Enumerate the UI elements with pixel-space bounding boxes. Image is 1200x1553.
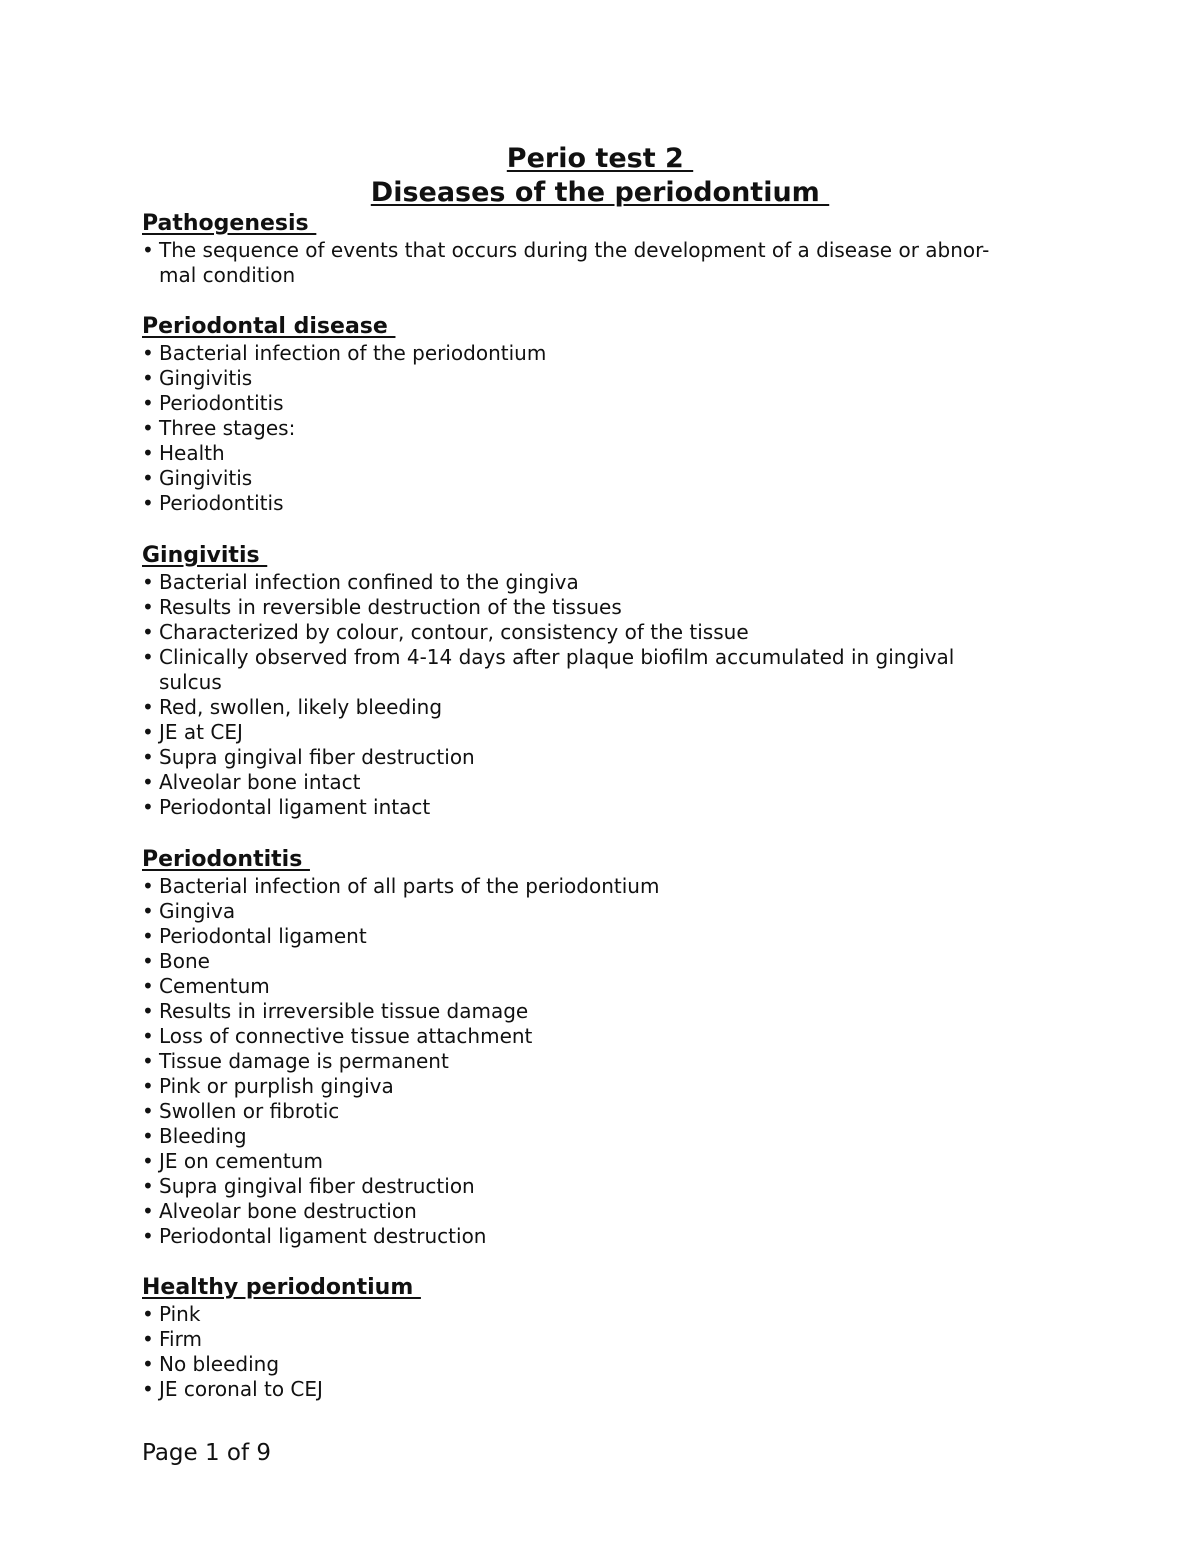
list-item-text: Periodontal ligament destruction <box>159 1224 487 1248</box>
list-item-text: Bleeding <box>159 1124 247 1148</box>
list-item <box>142 620 1082 645</box>
list-item-text: Periodontal ligament intact <box>159 795 431 819</box>
bullet-icon: • <box>142 238 154 262</box>
section-heading: Gingivitis <box>142 543 268 568</box>
list-item <box>142 874 1082 899</box>
list-item <box>142 795 1082 820</box>
list-item <box>142 745 1082 770</box>
bullet-icon: • <box>142 1352 154 1376</box>
list-item-text: Results in irreversible tissue damage <box>159 999 529 1023</box>
bullet-icon: • <box>142 466 154 490</box>
bullet-icon: • <box>142 1024 154 1048</box>
list-item <box>142 466 1082 491</box>
list-item-text: Bacterial infection confined to the gingiva <box>159 570 579 594</box>
bullet-list <box>142 874 1082 1249</box>
list-item-text: Gingivitis <box>159 466 253 490</box>
list-item-text: Health <box>159 441 225 465</box>
list-item <box>142 1149 1082 1174</box>
bullet-icon: • <box>142 366 154 390</box>
list-item-text: Characterized by colour, contour, consistency of the tissue <box>159 620 749 644</box>
section-heading: Periodontal disease <box>142 314 396 339</box>
document-title: Perio test 2 <box>506 143 694 174</box>
list-item-text: Supra gingival fiber destruction <box>159 1174 475 1198</box>
list-item <box>142 595 1082 620</box>
list-item <box>142 999 1082 1024</box>
section-gingivitis <box>142 542 1082 820</box>
list-item-text: JE on cementum <box>159 1149 323 1173</box>
bullet-icon: • <box>142 620 154 644</box>
bullet-icon: • <box>142 999 154 1023</box>
list-item <box>142 1352 1082 1377</box>
list-item-text: Periodontitis <box>159 391 284 415</box>
list-item <box>142 924 1082 949</box>
list-item <box>142 1302 1082 1327</box>
section-heading: Pathogenesis <box>142 211 317 236</box>
list-item-text: No bleeding <box>159 1352 280 1376</box>
section-heading: Healthy periodontium <box>142 1275 421 1300</box>
list-item-text: Cementum <box>159 974 270 998</box>
list-item <box>142 1174 1082 1199</box>
bullet-icon: • <box>142 924 154 948</box>
list-item <box>142 695 1082 720</box>
bullet-icon: • <box>142 595 154 619</box>
bullet-icon: • <box>142 795 154 819</box>
section-periodontal-disease <box>142 313 1082 516</box>
list-item-text: Supra gingival fiber destruction <box>159 745 475 769</box>
list-item <box>142 1377 1082 1402</box>
list-item-text: Red, swollen, likely bleeding <box>159 695 443 719</box>
list-item-text: Periodontal ligament <box>159 924 367 948</box>
list-item <box>142 1074 1082 1099</box>
list-item <box>142 974 1082 999</box>
list-item <box>142 391 1082 416</box>
list-item <box>142 770 1082 795</box>
bullet-icon: • <box>142 341 154 365</box>
list-item <box>142 1199 1082 1224</box>
page-number: Page 1 of 9 <box>142 1440 272 1466</box>
list-item <box>142 238 1082 288</box>
bullet-icon: • <box>142 391 154 415</box>
bullet-icon: • <box>142 1327 154 1351</box>
bullet-icon: • <box>142 949 154 973</box>
list-item-text: JE at CEJ <box>159 720 243 744</box>
list-item-text: Gingivitis <box>159 366 253 390</box>
bullet-icon: • <box>142 974 154 998</box>
section-pathogenesis <box>142 210 1082 288</box>
bullet-icon: • <box>142 416 154 440</box>
bullet-icon: • <box>142 1302 154 1326</box>
list-item-text: JE coronal to CEJ <box>159 1377 323 1401</box>
bullet-icon: • <box>142 874 154 898</box>
list-item <box>142 949 1082 974</box>
list-item-text: Bacterial infection of the periodontium <box>159 341 547 365</box>
bullet-icon: • <box>142 1124 154 1148</box>
bullet-icon: • <box>142 1074 154 1098</box>
bullet-list <box>142 341 1082 516</box>
bullet-list <box>142 238 1082 288</box>
document-subtitle: Diseases of the periodontium <box>370 177 830 208</box>
list-item <box>142 1099 1082 1124</box>
bullet-icon: • <box>142 1099 154 1123</box>
section-periodontitis <box>142 846 1082 1249</box>
list-item <box>142 899 1082 924</box>
bullet-icon: • <box>142 1174 154 1198</box>
bullet-icon: • <box>142 899 154 923</box>
bullet-icon: • <box>142 770 154 794</box>
list-item-text: Pink or purplish gingiva <box>159 1074 394 1098</box>
bullet-icon: • <box>142 720 154 744</box>
bullet-icon: • <box>142 1377 154 1401</box>
bullet-icon: • <box>142 570 154 594</box>
list-item-text: Clinically observed from 4-14 days after plaque biofilm accumulated in gingival sulcus <box>159 645 955 694</box>
list-item <box>142 1049 1082 1074</box>
list-item <box>142 441 1082 466</box>
bullet-list <box>142 1302 1082 1402</box>
bullet-icon: • <box>142 491 154 515</box>
list-item-text: Swollen or fibrotic <box>159 1099 340 1123</box>
list-item-text: Firm <box>159 1327 202 1351</box>
list-item-text: Bone <box>159 949 210 973</box>
list-item <box>142 1124 1082 1149</box>
list-item-text: Gingiva <box>159 899 236 923</box>
list-item <box>142 570 1082 595</box>
bullet-icon: • <box>142 1149 154 1173</box>
bullet-icon: • <box>142 745 154 769</box>
list-item-text: Alveolar bone destruction <box>159 1199 417 1223</box>
list-item <box>142 416 1082 441</box>
bullet-icon: • <box>142 1199 154 1223</box>
bullet-icon: • <box>142 695 154 719</box>
list-item-text: Bacterial infection of all parts of the periodontium <box>159 874 660 898</box>
bullet-icon: • <box>142 1224 154 1248</box>
section-heading: Periodontitis <box>142 847 310 872</box>
list-item <box>142 1024 1082 1049</box>
list-item-text: Tissue damage is permanent <box>159 1049 449 1073</box>
section-healthy-periodontium <box>142 1274 1082 1402</box>
list-item-text: The sequence of events that occurs during the development of a disease or abnor- mal condition <box>159 238 990 287</box>
list-item <box>142 1224 1082 1249</box>
list-item-text: Loss of connective tissue attachment <box>159 1024 533 1048</box>
list-item-text: Alveolar bone intact <box>159 770 361 794</box>
list-item <box>142 1327 1082 1352</box>
bullet-icon: • <box>142 1049 154 1073</box>
list-item <box>142 720 1082 745</box>
bullet-icon: • <box>142 441 154 465</box>
list-item-text: Periodontitis <box>159 491 284 515</box>
list-item <box>142 645 1082 695</box>
bullet-list <box>142 570 1082 820</box>
list-item-text: Pink <box>159 1302 201 1326</box>
list-item <box>142 491 1082 516</box>
list-item-text: Three stages: <box>159 416 296 440</box>
list-item <box>142 341 1082 366</box>
list-item <box>142 366 1082 391</box>
bullet-icon: • <box>142 645 154 669</box>
list-item-text: Results in reversible destruction of the tissues <box>159 595 622 619</box>
